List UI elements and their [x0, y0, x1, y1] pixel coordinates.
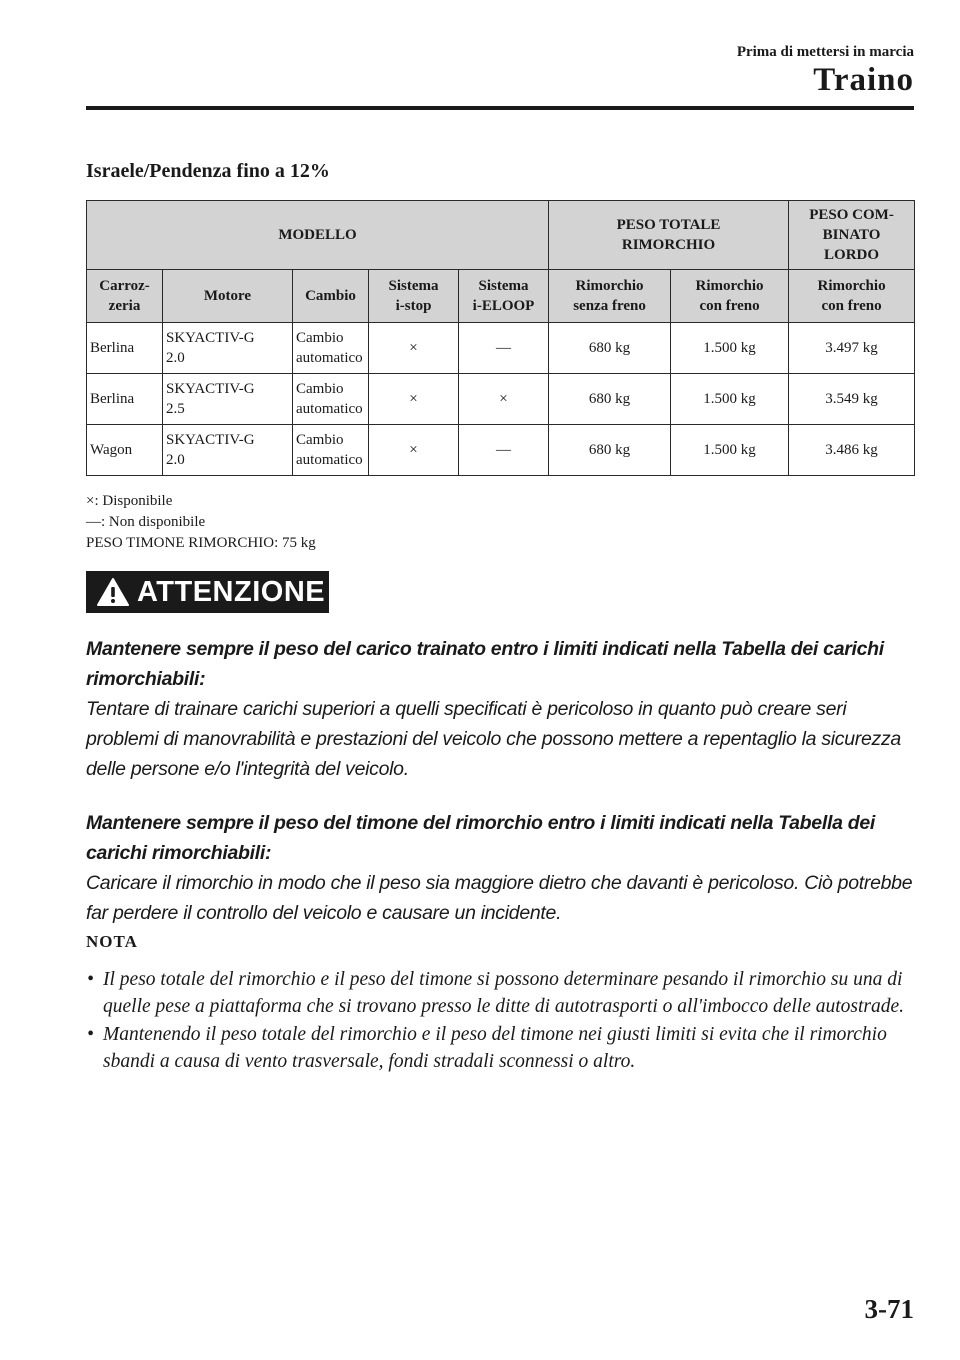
- cell-motore: SKYACTIV-G 2.0: [163, 323, 293, 374]
- page-number: 3-71: [864, 1294, 914, 1324]
- page-title: Traino: [813, 62, 914, 98]
- nota-list: [86, 966, 916, 1076]
- cell-con-freno: 1.500 kg: [671, 323, 789, 374]
- cell-senza-freno: 680 kg: [549, 323, 671, 374]
- col-header-cambio: Cambio: [293, 270, 369, 323]
- cell-ieloop: —: [459, 425, 549, 476]
- cell-istop: ×: [369, 425, 459, 476]
- warning-paragraph: [86, 808, 916, 928]
- cell-istop: ×: [369, 374, 459, 425]
- cell-motore: SKYACTIV-G 2.0: [163, 425, 293, 476]
- header-modello: MODELLO: [87, 201, 549, 270]
- bullet-icon: •: [87, 969, 94, 990]
- cell-ieloop: —: [459, 323, 549, 374]
- cell-senza-freno: 680 kg: [549, 374, 671, 425]
- table-column-header-row: [87, 270, 915, 323]
- cell-cambio: Cambio automatico: [293, 374, 369, 425]
- cell-ieloop: ×: [459, 374, 549, 425]
- table-row: [87, 323, 915, 374]
- warning-lead: Mantenere sempre il peso del timone del rimorchio entro i limiti indicati nella Tabella dei carichi rimorchiabili:: [86, 812, 876, 864]
- table-row: [87, 425, 915, 476]
- cell-con-freno: 1.500 kg: [671, 374, 789, 425]
- cell-con-freno: 1.500 kg: [671, 425, 789, 476]
- warning-label: ATTENZIONE: [137, 575, 326, 608]
- section-title: Israele/Pendenza fino a 12%: [86, 160, 330, 182]
- warning-lead: Mantenere sempre il peso del carico trainato entro i limiti indicati nella Tabella dei carichi rimorchiabili:: [86, 638, 884, 690]
- table-legend: [86, 491, 316, 554]
- table-group-header-row: [87, 201, 915, 270]
- cell-istop: ×: [369, 323, 459, 374]
- list-item: • Mantenendo il peso totale del rimorchio e il peso del timone nei giusti limiti si evita che il rimorchio sbandi a causa di vento trasversale, fondi stradali sconnessi o altro.: [86, 1021, 916, 1075]
- cell-carrozzeria: Berlina: [87, 323, 163, 374]
- warning-text: [86, 634, 916, 952]
- warning-body: Caricare il rimorchio in modo che il peso sia maggiore dietro che davanti è pericoloso. Ciò potrebbe far perdere il controllo del veicolo e causare un incidente.: [86, 872, 913, 924]
- cell-senza-freno: 680 kg: [549, 425, 671, 476]
- header-peso-combinato: PESO COM- BINATO LORDO: [789, 201, 915, 270]
- col-header-motore: Motore: [163, 270, 293, 323]
- cell-cambio: Cambio automatico: [293, 323, 369, 374]
- table-row: [87, 374, 915, 425]
- header-rule: [86, 106, 914, 110]
- col-header-carrozzeria: Carroz- zeria: [87, 270, 163, 323]
- towing-spec-table: [86, 200, 915, 476]
- legend-not-available: —: Non disponibile: [86, 514, 206, 530]
- col-header-lordo-con-freno: Rimorchio con freno: [789, 270, 915, 323]
- warning-body: Tentare di trainare carichi superiori a quelli specificati è pericoloso in quanto può creare seri problemi di manovrabilità e prestazioni del veicolo che possono mettere a repentaglio la sicurezza delle persone e/o l'integrità del veicolo.: [86, 698, 901, 780]
- cell-lordo: 3.497 kg: [789, 323, 915, 374]
- cell-lordo: 3.486 kg: [789, 425, 915, 476]
- header-peso-totale: PESO TOTALE RIMORCHIO: [549, 201, 789, 270]
- nota-title: NOTA: [86, 932, 138, 951]
- col-header-con-freno: Rimorchio con freno: [671, 270, 789, 323]
- legend-available: ×: Disponibile: [86, 493, 173, 509]
- cell-lordo: 3.549 kg: [789, 374, 915, 425]
- bullet-icon: •: [87, 1024, 94, 1045]
- col-header-senza-freno: Rimorchio senza freno: [549, 270, 671, 323]
- warning-triangle-icon: [96, 577, 130, 607]
- legend-tongue-weight: PESO TIMONE RIMORCHIO: 75 kg: [86, 535, 316, 551]
- cell-motore: SKYACTIV-G 2.5: [163, 374, 293, 425]
- cell-carrozzeria: Berlina: [87, 374, 163, 425]
- cell-cambio: Cambio automatico: [293, 425, 369, 476]
- cell-carrozzeria: Wagon: [87, 425, 163, 476]
- col-header-istop: Sistema i-stop: [369, 270, 459, 323]
- warning-badge: [86, 571, 329, 613]
- col-header-ieloop: Sistema i-ELOOP: [459, 270, 549, 323]
- header-section: Prima di mettersi in marcia: [736, 44, 914, 60]
- list-item: • Il peso totale del rimorchio e il peso del timone si possono determinare pesando il rimorchio su una di quelle pese a piattaforma che si trovano presso le ditte di autotrasporti o all'imbocco delle autostrade.: [86, 966, 916, 1020]
- warning-paragraph: [86, 634, 916, 784]
